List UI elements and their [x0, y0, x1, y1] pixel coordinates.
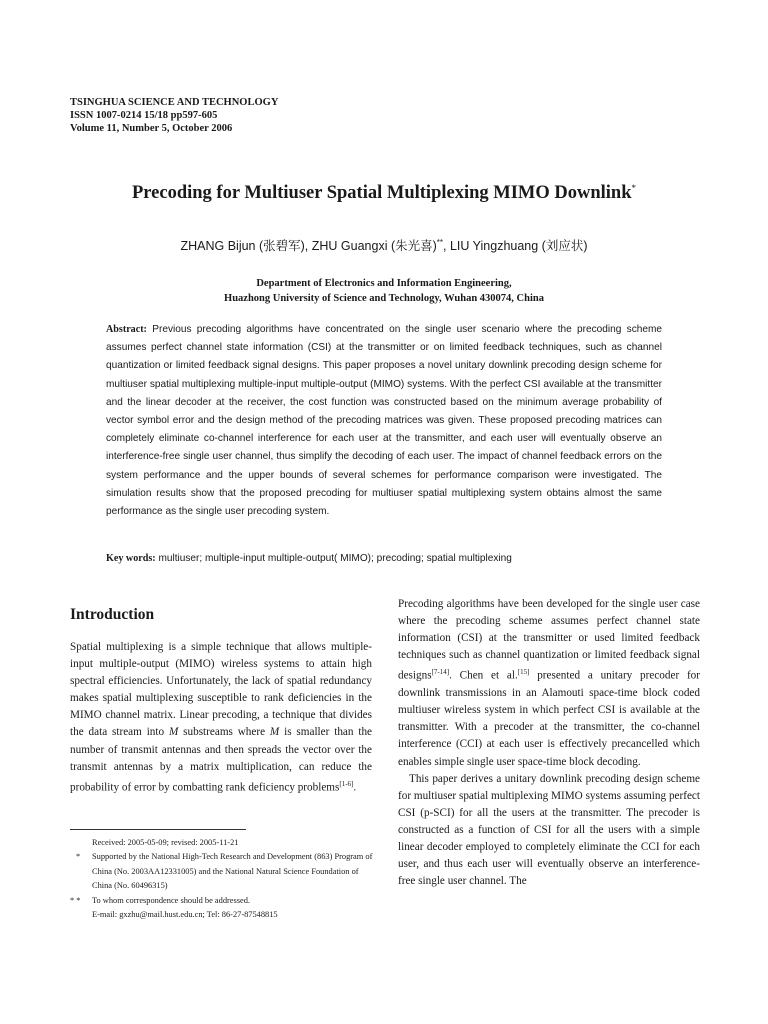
contact-email: E-mail: gxzhu@mail.hust.edu.cn; Tel: 86-27-87548815 [92, 910, 278, 920]
abstract-text: Previous precoding algorithms have concentrated on the single user scenario where the precoding scheme assumes perfect channel state information (CSI) at the transmitter or on limited feedback techniques, such as channel quantization or limited feedback signal designs. This paper proposes a novel unitary downlink precoding design scheme for multiuser spatial multiplexing multiple-input multiple-output (MIMO) systems. With the perfect CSI available at the transmitter and the linear decoder at the receiver, the cost function was constructed based on the minimum average probability of vector symbol error and the design method of the precoding matrices was given. These proposed precoding matrices can completely eliminate co-channel interference for each user at the transmitter, and each user will eventually observe an interference-free single user channel, thus simplify the decoding of each user. The impact of channel feedback errors on the system performance and the upper bounds of several schemes for performance comparison were investigated. The simulation results show that the proposed precoding for multiuser spatial multiplexing system obtains almost the same performance as the single user precoding system. [106, 324, 662, 518]
left-column [70, 639, 372, 797]
funding-text: Supported by the National High-Tech Research and Development (863) Program of China (No. 2003AA12331005) and the National Natural Science Foundation of China (No. 60496315) [92, 852, 373, 891]
title-footnote-mark: * [631, 183, 637, 193]
intro-p1-text: Spatial multiplexing is a simple technique that allows multiple-input multiple-output (MIMO) wireless systems to attain high spectral efficiencies. Unfortunately, the lack of spatial redundancy makes spatial multiplexing susceptible to rank deficiencies in the MIMO channel matrix. Linear precoding, a technique that divides the data stream into [70, 641, 372, 739]
footnote-divider [70, 829, 246, 830]
abstract-label: Abstract: [106, 324, 147, 335]
section-heading-introduction: Introduction [70, 606, 155, 623]
intro-paragraph-1 [70, 639, 372, 797]
right-column [398, 596, 700, 890]
math-m: M [168, 726, 179, 739]
footnote-mark: * [76, 852, 81, 862]
journal-volume: Volume 11, Number 5, October 2006 [70, 123, 233, 134]
authors-part-1: ZHANG Bijun (张碧军), ZHU Guangxi (朱光喜) [180, 239, 437, 253]
paper-title-text: Precoding for Multiuser Spatial Multiplexing MIMO Downlink [131, 183, 632, 204]
keywords-label: Key words: [106, 553, 156, 564]
intro-p3-text: This paper derives a unitary downlink precoding design scheme for multiuser spatial multiplexing MIMO systems assuming perfect CSI (p-SCI) for all the users at the transmitter. The precoder is constructed as a function of CSI for all the users with a simple linear decoder employed to completely eliminate the CCI for each user, and thus each user will eventually observe an interference-free single user channel. The [398, 772, 700, 888]
footnote-funding [70, 850, 374, 893]
intro-p1-text-2: substreams where [183, 726, 266, 739]
keywords-text: multiuser; multiple-input multiple-output( MIMO); precoding; spatial multiplexing [158, 553, 512, 564]
footnote-received [70, 836, 374, 850]
paper-title [0, 183, 768, 204]
intro-p2-text-3: presented a unitary precoder for downlink transmissions in an Alamouti space-time block coded multiuser wireless system in which perfect CSI is available at the transmitter. With a precoder at the transmitter, the co-channel interference (CCI) at each user is effectively precancelled which enables simple single user space-time block decoding. [398, 670, 700, 768]
footnote-contact [70, 908, 374, 922]
journal-name: TSINGHUA SCIENCE AND TECHNOLOGY [70, 97, 279, 108]
journal-header [70, 96, 278, 135]
citation-ref: [1-6] [339, 779, 354, 788]
received-dates: Received: 2005-05-09; revised: 2005-11-21 [92, 838, 239, 847]
citation-ref: [7-14] [431, 668, 450, 677]
math-m: M [269, 726, 280, 739]
journal-issn: ISSN 1007-0214 15/18 pp597-605 [70, 110, 218, 121]
authors-part-2: , LIU Yingzhuang (刘应状) [443, 239, 588, 253]
footnotes [70, 836, 374, 922]
intro-p2-text: Precoding algorithms have been developed for the single user case where the precoding scheme assumes perfect channel state information (CSI) at the transmitter or used limited feedback techniques such as channel quantization or limited feedback signal designs [398, 598, 700, 683]
affiliation-line-1: Department of Electronics and Information Engineering, [256, 278, 512, 289]
footnote-correspondence [70, 894, 374, 908]
intro-p1-end: . [353, 781, 357, 794]
abstract [106, 321, 662, 521]
intro-p2-text-2: . Chen et al. [449, 670, 518, 683]
corresponding-mark: ** [436, 237, 443, 247]
correspondence-text: To whom correspondence should be addressed. [92, 895, 251, 905]
footnote-mark: * * [70, 895, 81, 905]
intro-p1-text-3: is smaller than the number of transmit antennas and then spreads the vector over the transmit antennas by a matrix multiplication, can reduce the probability of error by combatting rank deficiency problems [70, 726, 373, 794]
affiliation [0, 276, 768, 306]
intro-paragraph-3 [398, 771, 700, 891]
citation-ref: [15] [517, 668, 530, 677]
intro-paragraph-2 [398, 596, 700, 771]
keywords [106, 553, 662, 564]
author-list [0, 236, 768, 254]
affiliation-line-2: Huazhong University of Science and Technology, Wuhan 430074, China [224, 293, 544, 304]
